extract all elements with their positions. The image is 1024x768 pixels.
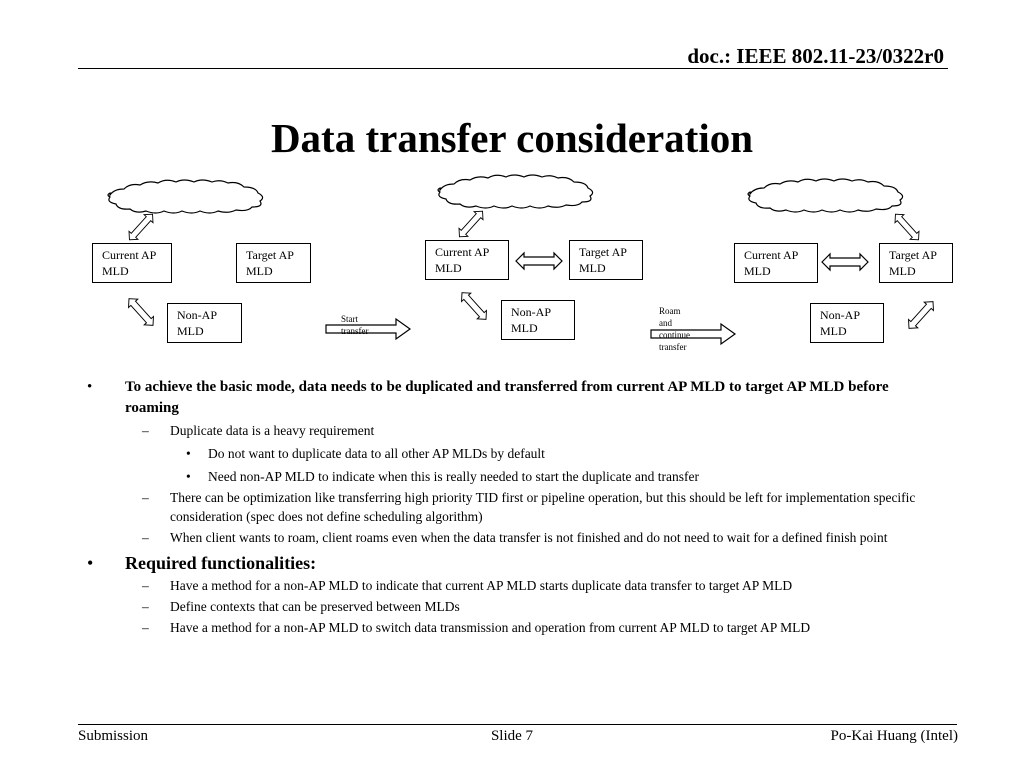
sub-bullet-text: Have a method for a non-AP MLD to indicate that current AP MLD starts duplicate data transfer to target AP MLD — [170, 578, 793, 593]
target-ap-mld-box-2 — [569, 240, 643, 280]
target-to-nonap-arrow-3 — [904, 297, 937, 332]
current-ap-mld-box-3 — [734, 243, 818, 283]
dash-marker: – — [142, 620, 149, 635]
sub-bullet-text: There can be optimization like transferring high priority TID first or pipeline operation, but this should be left for implementation specific consideration (spec does not define scheduling algorithm) — [170, 490, 916, 524]
box-label-line: Non-AP — [820, 308, 861, 322]
sub-bullet-item — [84, 576, 944, 595]
sub-sub-bullet-item — [84, 444, 944, 463]
bullet-marker: • — [186, 469, 191, 484]
start-transfer-label: Start transfer — [341, 314, 369, 336]
box-label-line: Current AP — [102, 248, 157, 262]
sub-bullet-text: Define contexts that can be preserved between MLDs — [170, 599, 460, 614]
target-ap-mld-box-1 — [236, 243, 311, 283]
box-label-line: Current AP — [744, 248, 799, 262]
bullet-list — [84, 377, 944, 637]
target-ap-mld-box-3 — [879, 243, 953, 283]
current-ap-mld-box-2 — [425, 240, 509, 280]
bullet-text: To achieve the basic mode, data needs to be duplicated and transferred from current AP MLD to target AP MLD before roaming — [125, 379, 889, 416]
bullet-marker: • — [186, 446, 191, 461]
document-id: doc.: IEEE 802.11-23/0322r0 — [687, 44, 944, 68]
box-label-line: Target AP — [889, 248, 937, 262]
box-label-line: MLD — [511, 321, 538, 335]
network-cloud-2 — [438, 175, 593, 208]
box-label-line: MLD — [435, 261, 462, 275]
box-label-line: MLD — [820, 324, 847, 338]
box-label-line: Current AP — [435, 245, 490, 259]
label-line: Roam and — [659, 306, 681, 328]
box-label-line: Target AP — [246, 248, 294, 262]
non-ap-mld-box-3 — [810, 303, 884, 343]
network-cloud-1 — [108, 180, 263, 213]
box-label-line: MLD — [246, 264, 273, 278]
current-to-target-arrow-3 — [822, 254, 868, 270]
bullet-marker: • — [87, 379, 93, 395]
box-label-line: MLD — [889, 264, 916, 278]
footer-rule — [78, 724, 957, 725]
header-rule — [78, 68, 948, 69]
non-ap-mld-box-1 — [167, 303, 242, 343]
current-to-nonap-arrow-1 — [124, 294, 157, 329]
sub-bullet-item — [84, 488, 944, 526]
bullet-item — [84, 553, 944, 574]
dash-marker: – — [142, 490, 149, 505]
sub-bullet-text: Duplicate data is a heavy requirement — [170, 423, 375, 438]
label-line: continue transfer — [659, 330, 690, 352]
sub-bullet-text: Have a method for a non-AP MLD to switch data transmission and operation from current AP MLD to target AP MLD — [170, 620, 811, 635]
sub-bullet-text: When client wants to roam, client roams even when the data transfer is not finished and do not need to wait for a defined finish point — [170, 530, 888, 545]
sub-sub-bullet-item — [84, 467, 944, 486]
dash-marker: – — [142, 578, 149, 593]
box-label-line: Non-AP — [511, 305, 552, 319]
box-label-line: MLD — [579, 261, 606, 275]
bullet-text: Required functionalities: — [125, 553, 317, 573]
bullet-marker: • — [87, 553, 94, 573]
box-label-line: MLD — [102, 264, 129, 278]
sub-sub-bullet-text: Do not want to duplicate data to all other AP MLDs by default — [208, 446, 545, 461]
footer-author: Po-Kai Huang (Intel) — [830, 728, 958, 744]
current-to-nonap-arrow-2 — [457, 288, 490, 323]
sub-bullet-item — [84, 597, 944, 616]
current-ap-mld-box-1 — [92, 243, 172, 283]
dash-marker: – — [142, 530, 149, 545]
sub-sub-bullet-text: Need non-AP MLD to indicate when this is really needed to start the duplicate and transfer — [208, 469, 699, 484]
footer-submission: Submission — [78, 728, 149, 744]
cloud-to-current-arrow-1 — [125, 210, 157, 244]
sub-bullet-item — [84, 618, 944, 637]
box-label-line: MLD — [744, 264, 771, 278]
slide-title: Data transfer consideration — [270, 115, 754, 161]
non-ap-mld-box-2 — [501, 300, 575, 340]
dash-marker: – — [142, 599, 149, 614]
bullet-item — [84, 377, 944, 419]
cloud-to-current-arrow-2 — [455, 207, 487, 241]
dash-marker: – — [142, 423, 149, 438]
network-cloud-3 — [748, 179, 903, 212]
roam-transfer-label — [659, 305, 690, 353]
current-to-target-arrow-2 — [516, 253, 562, 269]
box-label-line: MLD — [177, 324, 204, 338]
footer-slide-number: Slide 7 — [490, 728, 534, 744]
box-label-line: Target AP — [579, 245, 627, 259]
sub-bullet-item — [84, 528, 944, 547]
sub-bullet-item — [84, 421, 944, 440]
cloud-to-target-arrow-3 — [891, 210, 923, 244]
box-label-line: Non-AP — [177, 308, 218, 322]
